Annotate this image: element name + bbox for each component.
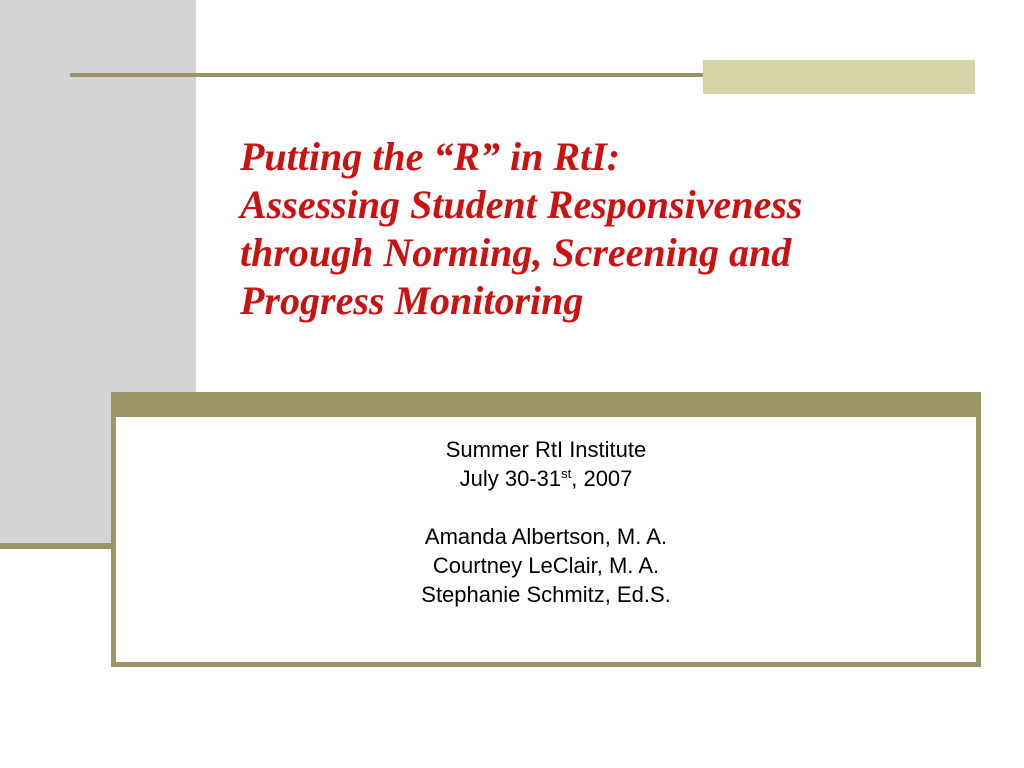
spacer — [116, 493, 976, 522]
presenter-name: Amanda Albertson, M. A. — [424, 524, 668, 549]
presenter-name: Courtney LeClair, M. A. — [432, 553, 660, 578]
presenter-name: Stephanie Schmitz, Ed.S. — [421, 582, 671, 607]
slide-title — [240, 133, 1000, 325]
subtitle-content — [116, 417, 976, 662]
event-date-suffix: , 2007 — [571, 466, 633, 491]
subtitle-frame — [111, 392, 981, 667]
event-name: Summer RtI Institute — [445, 437, 647, 462]
left-panel-rule — [0, 543, 112, 549]
title-line-3: through Norming, Screening and — [240, 230, 792, 275]
event-date — [116, 464, 976, 493]
title-line-4: Progress Monitoring — [240, 278, 584, 323]
title-line-2: Assessing Student Responsiveness — [240, 182, 803, 227]
event-date-superscript: st — [561, 466, 572, 481]
top-accent-bar — [703, 60, 975, 94]
title-line-1: Putting the “R” in RtI: — [240, 134, 621, 179]
event-date-prefix: July 30-31 — [459, 466, 562, 491]
